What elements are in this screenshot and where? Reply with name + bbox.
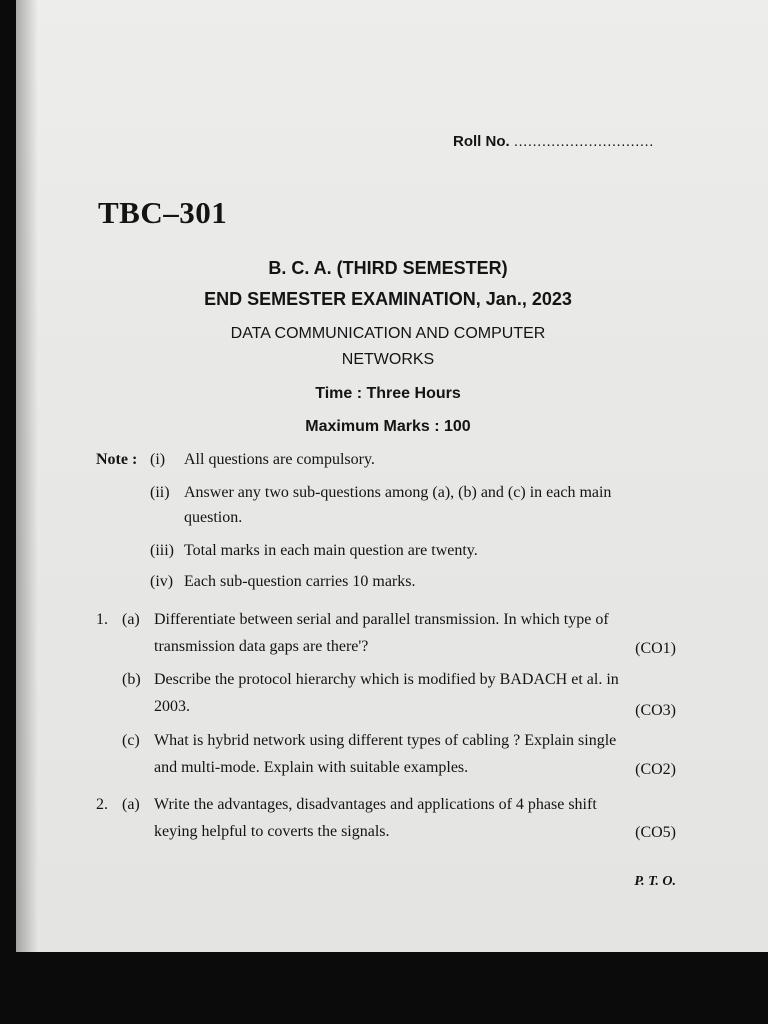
sub-question-text: Write the advantages, disadvantages and applications of 4 phase shift	[154, 796, 597, 813]
roll-number-label: Roll No.	[453, 133, 510, 150]
note-label: Note :	[96, 451, 138, 468]
subject-title-line1: DATA COMMUNICATION AND COMPUTER	[230, 325, 546, 342]
course-outcome-tag: (CO3)	[635, 702, 676, 719]
sub-question-text: transmission data gaps are there'?	[154, 638, 369, 655]
sub-question-text: Describe the protocol hierarchy which is modified by BADACH et al. in	[154, 671, 619, 688]
sub-question-label: (a)	[122, 611, 140, 628]
paper-code: TBC–301	[98, 195, 228, 230]
question-number: 1.	[96, 611, 108, 628]
sub-question-text: 2003.	[154, 698, 190, 715]
note-item-text: Total marks in each main question are twenty.	[184, 542, 478, 559]
sub-question-text: and multi-mode. Explain with suitable examples.	[154, 759, 469, 776]
sub-question-label: (c)	[122, 732, 140, 749]
subject-title-line2: NETWORKS	[341, 351, 435, 368]
note-item-text: Each sub-question carries 10 marks.	[184, 573, 416, 590]
sub-question-text: Differentiate between serial and parallel transmission. In which type of	[154, 611, 609, 628]
please-turn-over: P. T. O.	[634, 874, 676, 889]
note-item-number: (iii)	[150, 542, 174, 559]
course-outcome-tag: (CO5)	[635, 824, 676, 841]
sub-question-label: (b)	[122, 671, 141, 688]
sub-question-text: What is hybrid network using different types of cabling ? Explain single	[154, 732, 617, 749]
course-title: B. C. A. (THIRD SEMESTER)	[268, 258, 508, 278]
note-item-number: (iv)	[150, 573, 174, 590]
question-number: 2.	[96, 796, 108, 813]
exam-paper	[16, 0, 768, 952]
roll-number-field	[453, 133, 654, 150]
sub-question-text: keying helpful to coverts the signals.	[154, 823, 390, 840]
maximum-marks: Maximum Marks : 100	[305, 418, 471, 435]
roll-number-dots: ..............................	[513, 133, 654, 150]
note-item-number: (ii)	[150, 484, 170, 501]
page-edge-shadow	[16, 0, 38, 952]
note-item-text: Answer any two sub-questions among (a), (b) and (c) in each main	[184, 484, 612, 501]
exam-time: Time : Three Hours	[315, 385, 461, 402]
exam-title: END SEMESTER EXAMINATION, Jan., 2023	[204, 289, 572, 309]
sub-question-label: (a)	[122, 796, 140, 813]
note-item-text: question.	[184, 509, 243, 526]
note-item-number: (i)	[150, 451, 166, 468]
note-item-text: All questions are compulsory.	[184, 451, 375, 468]
course-outcome-tag: (CO2)	[635, 761, 676, 778]
course-outcome-tag: (CO1)	[635, 640, 676, 657]
